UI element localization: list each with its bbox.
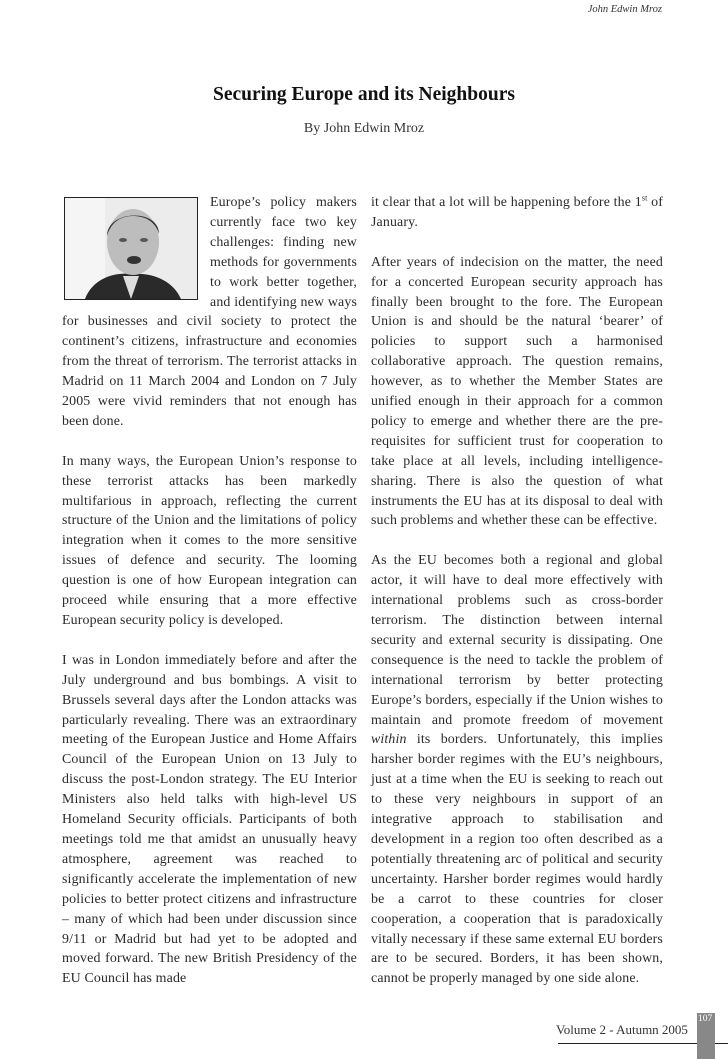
- article-title: [0, 84, 728, 106]
- paragraph: I was in London immediately before and after the July underground and bus bombings. A visit to Brussels several days after the London attacks was particularly revealing. There was an extraordinary meeting of the European Justice and Home Affairs Council of the European Union on 13 July to discuss the post-London strategy. The EU Interior Ministers also held talks with high-level US Homeland Security officials. Participants of both meetings told me that amidst an unusually heavy atmosphere, agreement was reached to significantly accelerate the implementation of new policies to better protect citizens and infrastructure – many of which had been under discussion since 9/11 or Madrid but had yet to be adopted and moved forward. The new British Presidency of the EU Council has made: [62, 652, 357, 987]
- emphasis: within: [371, 732, 407, 748]
- byline: By John Edwin Mroz: [303, 121, 425, 136]
- article-title-text: Securing Europe and its Neighbours: [213, 84, 515, 105]
- paragraph-text: of January.: [371, 195, 663, 230]
- page-number: 107: [698, 1014, 713, 1024]
- left-column: [62, 193, 357, 1009]
- running-header: John Edwin Mroz: [587, 4, 662, 15]
- paragraph: In many ways, the European Union’s response to these terrorist attacks has been markedly multifarious in approach, reflecting the current structure of the Union and the limitations of policy integration when it comes to the more sensitive issues of defence and security. The looming question is one of how European integration can proceed while ensuring that a more effective European security policy is developed.: [62, 453, 357, 629]
- paragraph: [62, 193, 357, 432]
- paragraph: [371, 193, 663, 233]
- author-photo: [64, 197, 198, 300]
- paragraph-text: it clear that a lot will be happening before the 1: [371, 195, 642, 210]
- paragraph-text: Europe’s policy makers currently face two key challenges: finding new methods for governments to work better together, and identifying new ways for businesses and civil society to protect the continent’s citizens, infrastructure and economies from the threat of terrorism. The terrorist attacks in Madrid on 11 March 2004 and London on 7 July 2005 were vivid reminders that not enough has been done.: [62, 195, 357, 429]
- paragraph-text: As the EU becomes both a regional and global actor, it will have to deal more effectively with international problems such as cross-border terrorism. The distinction between internal security and external security is dissipating. One consequence is the need to tackle the problem of international terrorism by better protecting Europe’s borders, especially if the Union wishes to maintain and promote freedom of movement: [371, 553, 663, 728]
- paragraph: [371, 551, 663, 989]
- paragraph: After years of indecision on the matter, the need for a concerted European security approach has finally been brought to the fore. The European Union is and should be the natural ‘bearer’ of policies to support such a harmonised collaborative approach. The question remains, however, as to whether the Member States are unified enough in their approach for a common policy to emerge and whether there are the pre-requisites for sufficient trust for cooperation to take place at all levels, including intelligence-sharing. There is also the question of what instruments the EU has at its disposal to deal with such problems and whether these can be effective.: [371, 254, 663, 529]
- paragraph-text: its borders. Unfortunately, this implies harsher border regimes with the EU’s neighbours, just at a time when the EU is seeking to reach out to these very neighbours in support of an integrative approach to stabilisation and development in a region too often described as a potentially threatening arc of political and security uncertainty. Harsher border regimes would hardly be a carrot to these countries for closer cooperation, a cooperation that is paradoxically vitally necessary if these same external EU borders are to be secured. Borders, it has been shown, cannot be properly managed by one side alone.: [371, 732, 663, 987]
- right-column: [371, 193, 663, 1009]
- footer-volume: Volume 2 - Autumn 2005: [556, 1022, 688, 1037]
- ordinal-suffix: st: [641, 193, 648, 203]
- author-photo-image: [65, 198, 197, 299]
